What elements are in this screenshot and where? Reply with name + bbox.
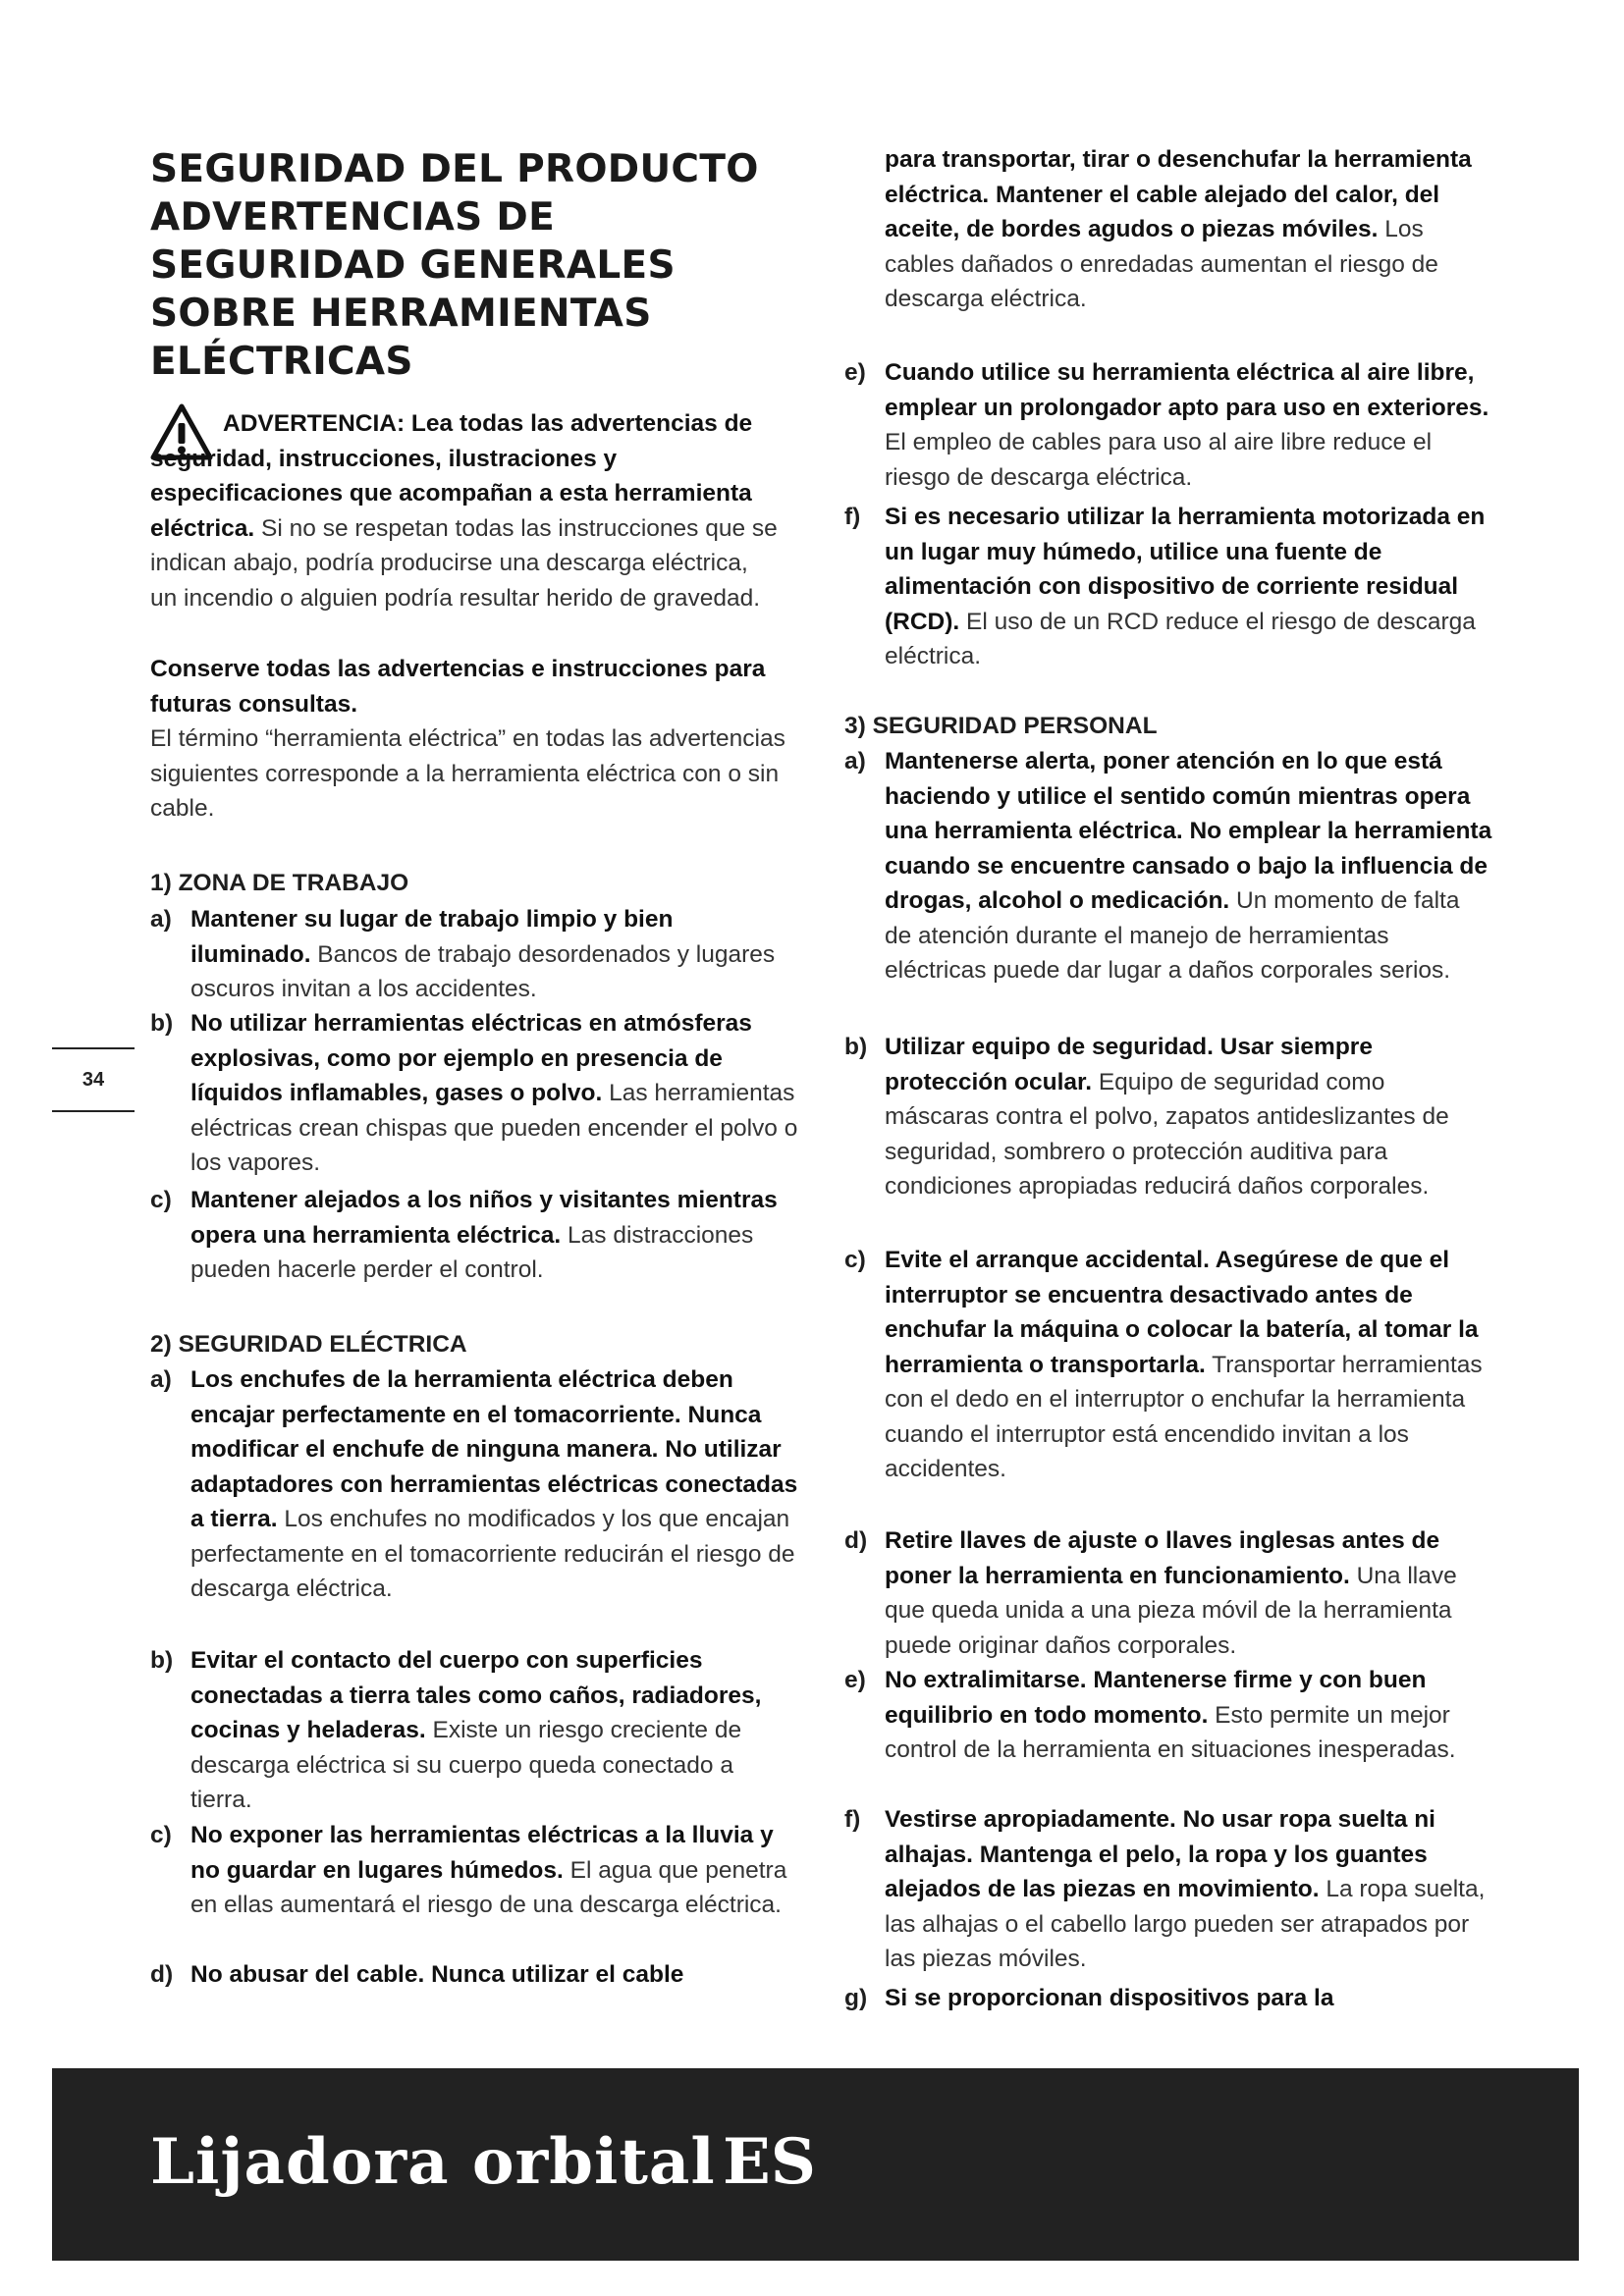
warning-paragraph	[150, 406, 779, 615]
item-text: Bancos de trabajo desordenados y lugares oscuros invitan a los accidentes.	[190, 940, 776, 1002]
section-heading: 3) SEGURIDAD PERSONAL	[844, 713, 1158, 739]
item-bold: Mantener su lugar de trabajo limpio y bien iluminado.	[190, 906, 674, 968]
list-item	[150, 1818, 798, 1923]
item-text: Esto permite un mejor control de la herramienta en situaciones inesperadas.	[885, 1701, 1456, 1763]
list-item	[844, 1802, 1492, 1977]
item-bold: No extralimitarse. Mantenerse firme y con buen equilibrio en todo momento.	[885, 1667, 1427, 1729]
list-item	[150, 1006, 798, 1181]
item-bold: Vestirse apropiadamente. No usar ropa suelta ni alhajas. Mantenga el pelo, la ropa y los guantes alejados de las piezas en movimiento.	[885, 1806, 1435, 1902]
list-item	[844, 1030, 1492, 1204]
item-label: f)	[844, 504, 861, 530]
item-text: Los enchufes no modificados y los que encajan perfectamente en el tomacorriente reducirán el riesgo de descarga eléctrica.	[190, 1506, 795, 1602]
list-item	[844, 1981, 1492, 2016]
item-text: Equipo de seguridad como máscaras contra el polvo, zapatos antideslizantes de seguridad, sombrero o protección auditiva para condiciones apropiadas reducirá daños corporales.	[885, 1068, 1449, 1200]
item-bold: Si es necesario utilizar la herramienta motorizada en un lugar muy húmedo, utilice una fuente de alimentación con dispositivo de corriente residual (RCD).	[885, 504, 1486, 635]
list-item	[844, 744, 1492, 988]
list-item	[844, 500, 1492, 674]
item-bold: Mantener alejados a los niños y visitantes mientras opera una herramienta eléctrica.	[190, 1187, 778, 1249]
keep-instructions-note: Conserve todas las advertencias e instrucciones para futuras consultas.	[150, 656, 766, 718]
list-item	[844, 355, 1492, 495]
item-text: Una llave que queda unida a una pieza móvil de la herramienta puede originar daños corporales.	[885, 1562, 1457, 1659]
item-bold: Utilizar equipo de seguridad. Usar siempre protección ocular.	[885, 1034, 1373, 1095]
language-code: ES	[723, 2125, 816, 2199]
item-text: Los cables dañados o enredadas aumentan el riesgo de descarga eléctrica.	[885, 216, 1438, 312]
list-item	[150, 1362, 798, 1607]
item-label: f)	[844, 1806, 861, 1833]
item-label: c)	[150, 1187, 172, 1213]
item-text: Las distracciones pueden hacerle perder el control.	[190, 1221, 754, 1283]
item-label: e)	[844, 1667, 866, 1693]
list-item	[150, 1643, 798, 1818]
item-label: b)	[150, 1647, 174, 1674]
item-label: a)	[150, 1366, 172, 1393]
item-bold: Mantenerse alerta, poner atención en lo que está haciendo y utilice el sentido común mientras opera una herramienta eléctrica. No emplear la herramienta cuando se encuentre cansado o bajo la influencia de drogas, alcohol o medicación.	[885, 748, 1492, 914]
item-bold: Cuando utilice su herramienta eléctrica al aire libre, emplear un prolongador apto para uso en exteriores.	[885, 359, 1489, 421]
item-label: d)	[844, 1527, 868, 1554]
list-item	[844, 1663, 1492, 1768]
item-label: b)	[844, 1034, 868, 1060]
page-number: 34	[52, 1047, 135, 1112]
item-bold: No exponer las herramientas eléctricas a la lluvia y no guardar en lugares húmedos.	[190, 1822, 774, 1884]
section-heading: 1) ZONA DE TRABAJO	[150, 870, 409, 896]
item-bold: No utilizar herramientas eléctricas en atmósferas explosivas, como por ejemplo en presencia de líquidos inflamables, gases o polvo.	[190, 1010, 752, 1106]
item-label: d)	[150, 1961, 174, 1988]
item-text: El agua que penetra en ellas aumentará el riesgo de una descarga eléctrica.	[190, 1856, 787, 1918]
item-bold: para transportar, tirar o desenchufar la herramienta eléctrica. Mantener el cable alejado del calor, del aceite, de bordes agudos o piezas móviles.	[885, 146, 1472, 242]
item-bold: Evite el arranque accidental. Asegúrese de que el interruptor se encuentra desactivado antes de enchufar la máquina o colocar la batería, al tomar la herramienta o transportarla.	[885, 1247, 1479, 1378]
section-title: SEGURIDAD DEL PRODUCTO ADVERTENCIAS DE SEGURIDAD GENERALES SOBRE HERRAMIENTAS ELÉCTRICAS	[150, 147, 759, 384]
item-label: c)	[150, 1822, 172, 1848]
item-text: Un momento de falta de atención durante el manejo de herramientas eléctricas puede dar lugar a daños corporales serios.	[885, 887, 1460, 984]
item-label: a)	[844, 748, 866, 774]
footer-banner	[52, 2068, 1579, 2261]
item-bold: No abusar del cable. Nunca utilizar el cable	[190, 1961, 684, 1988]
item-text: El empleo de cables para uso al aire libre reduce el riesgo de descarga eléctrica.	[885, 429, 1433, 491]
term-note: El término “herramienta eléctrica” en todas las advertencias siguientes corresponde a la herramienta eléctrica con o sin cable.	[150, 725, 785, 822]
item-label: a)	[150, 906, 172, 933]
item-label: c)	[844, 1247, 866, 1273]
warning-text: Si no se respetan todas las instrucciones que se indican abajo, podría producirse una descarga eléctrica, un incendio o alguien podría resultar herido de gravedad.	[150, 514, 778, 612]
list-item	[150, 1957, 798, 1993]
item-label: g)	[844, 1985, 868, 2011]
list-item	[844, 1243, 1492, 1487]
item-bold: Retire llaves de ajuste o llaves inglesas antes de poner la herramienta en funcionamiento.	[885, 1527, 1440, 1589]
list-item	[150, 1183, 798, 1288]
item-text: La ropa suelta, las alhajas o el cabello largo pueden ser atrapados por las piezas móviles.	[885, 1876, 1486, 1972]
item-label: e)	[844, 359, 866, 386]
list-item	[844, 1523, 1492, 1663]
warning-bold: ADVERTENCIA: Lea todas las advertencias de seguridad, instrucciones, ilustraciones y especificaciones que acompañan a esta herramienta eléctrica.	[150, 410, 753, 542]
item-bold: Los enchufes de la herramienta eléctrica deben encajar perfectamente en el tomacorriente. Nunca modificar el enchufe de ninguna manera. No utilizar adaptadores con herramientas eléctricas conectadas a tierra.	[190, 1366, 798, 1532]
product-name: Lijadora orbital	[150, 2125, 716, 2199]
item-text: Existe un riesgo creciente de descarga eléctrica si su cuerpo queda conectado a tierra.	[190, 1717, 742, 1813]
list-item	[150, 902, 798, 1007]
list-item-continued	[844, 142, 1492, 317]
item-text: El uso de un RCD reduce el riesgo de descarga eléctrica.	[885, 608, 1476, 669]
item-label: b)	[150, 1010, 174, 1037]
section-heading: 2) SEGURIDAD ELÉCTRICA	[150, 1331, 467, 1358]
item-text: Transportar herramientas con el dedo en el interruptor o enchufar la herramienta cuando el interruptor está encendido invitan a los accidentes.	[885, 1351, 1483, 1482]
item-text: Las herramientas eléctricas crean chispas que pueden encender el polvo o los vapores.	[190, 1080, 798, 1176]
item-bold: Evitar el contacto del cuerpo con superficies conectadas a tierra tales como caños, radiadores, cocinas y heladeras.	[190, 1647, 762, 1743]
item-bold: Si se proporcionan dispositivos para la	[885, 1985, 1334, 2011]
